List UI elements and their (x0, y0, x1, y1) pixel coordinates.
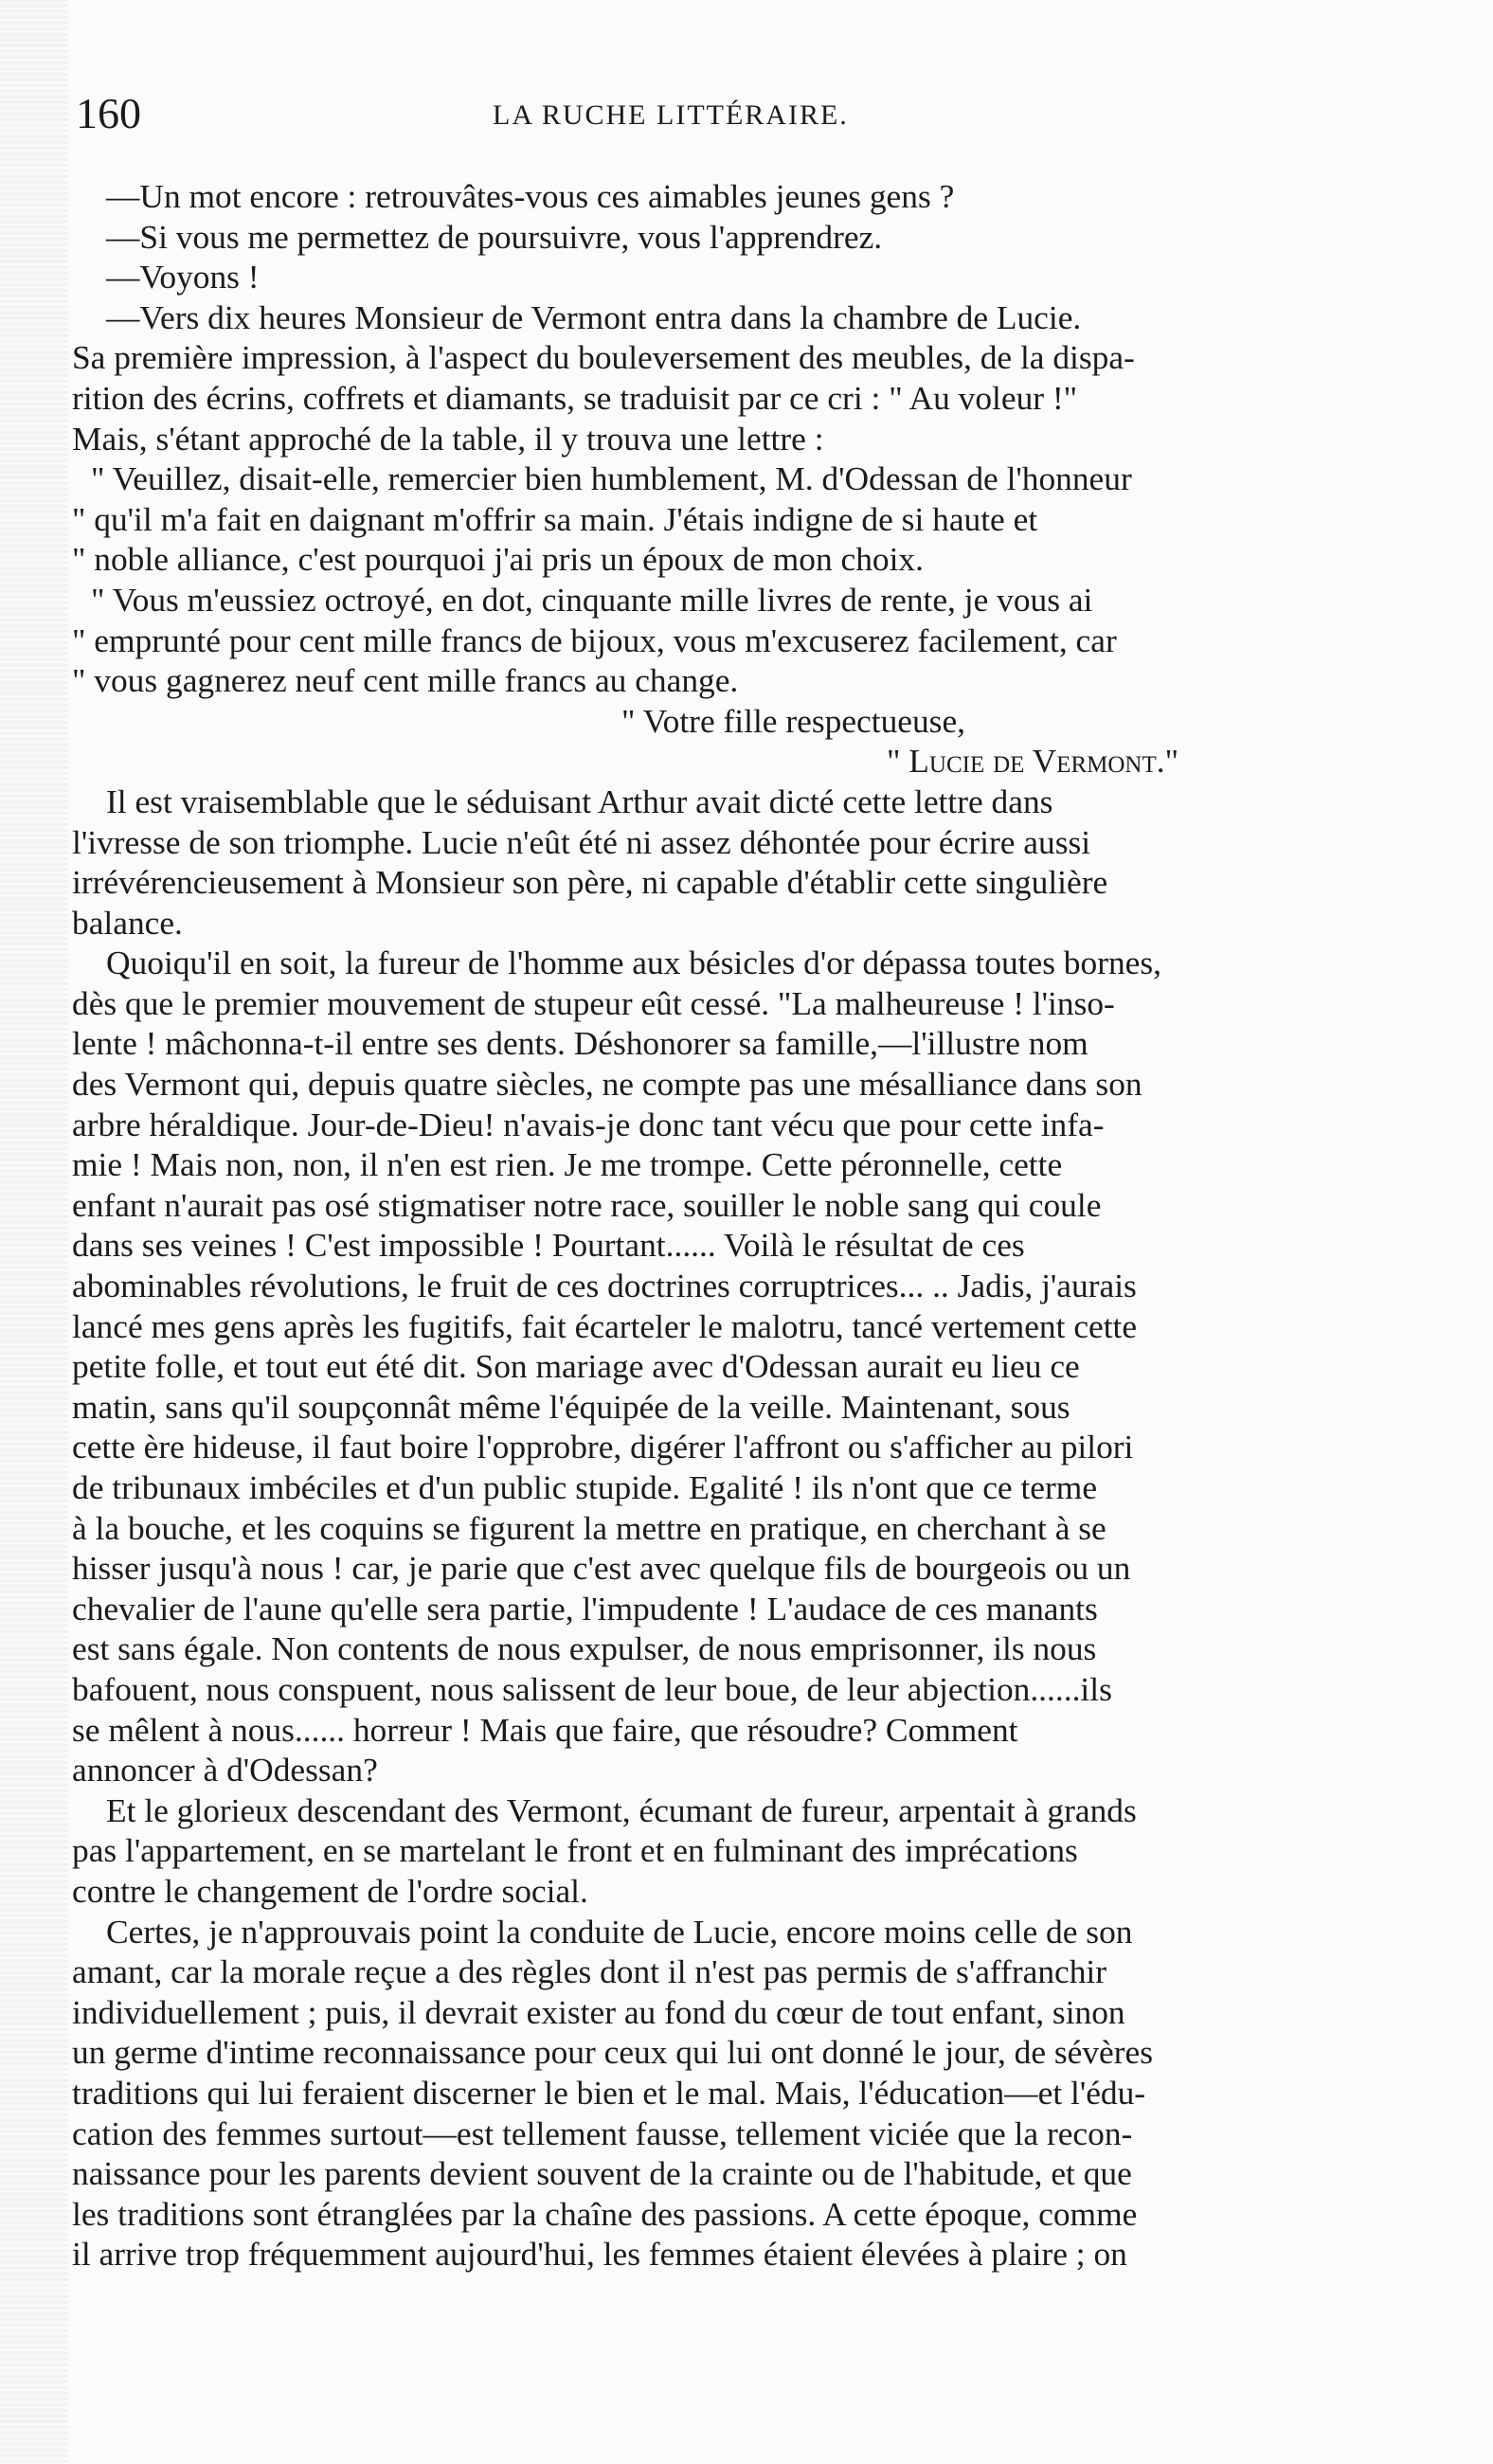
letter-line: " qu'il m'a fait en daignant m'offrir sa main. J'étais indigne de si haute et (72, 499, 1038, 538)
text-line: Sa première impression, à l'aspect du bouleversement des meubles, de la dispa- (72, 338, 1135, 377)
letter-line: " vous gagnerez neuf cent mille francs au change. (72, 661, 739, 700)
text-line: contre le changement de l'ordre social. (72, 1871, 588, 1910)
text-line: Quoiqu'il en soit, la fureur de l'homme aux bésicles d'or dépassa toutes bornes, (106, 944, 1162, 982)
text-line: les traditions sont étranglées par la chaîne des passions. A cette époque, comme (72, 2194, 1138, 2233)
text-line: lancé mes gens après les fugitifs, fait écarteler le malotru, tancé vertement cette (72, 1306, 1138, 1345)
page-number: 160 (76, 89, 141, 137)
text-line: traditions qui lui feraient discerner le bien et le mal. Mais, l'éducation—et l'édu- (72, 2073, 1146, 2112)
text-line: petite folle, et tout eut été dit. Son mariage avec d'Odessan aurait eu lieu ce (72, 1347, 1080, 1386)
letter-line: " Vous m'eussiez octroyé, en dot, cinquante mille livres de rente, je vous ai (91, 580, 1093, 619)
text-line: un germe d'intime reconnaissance pour ceux qui lui ont donné le jour, de sévères (72, 2033, 1154, 2072)
text-line: amant, car la morale reçue a des règles dont il n'est pas permis de s'affranchir (72, 1952, 1107, 1991)
text-line: il arrive trop fréquemment aujourd'hui, les femmes étaient élevées à plaire ; on (72, 2235, 1127, 2274)
text-line: Il est vraisemblable que le séduisant Arthur avait dicté cette lettre dans (106, 782, 1053, 820)
text-line: balance. (72, 903, 183, 942)
page-edge-shadow (0, 0, 68, 2464)
text-line: —Vers dix heures Monsieur de Vermont entra dans la chambre de Lucie. (106, 297, 1082, 336)
body-text (72, 176, 1372, 2275)
text-line: naissance pour les parents devient souvent de la crainte ou de l'habitude, et que (72, 2154, 1132, 2193)
running-head: LA RUCHE LITTÉRAIRE. (493, 99, 849, 131)
text-line: hisser jusqu'à nous ! car, je parie que c'est avec quelque fils de bourgeois ou un (72, 1549, 1131, 1588)
text-line: chevalier de l'aune qu'elle sera partie, l'impudente ! L'audace de ces manants (72, 1589, 1098, 1628)
text-line: enfant n'aurait pas osé stigmatiser notre race, souiller le noble sang qui coule (72, 1185, 1102, 1224)
text-line: cette ère hideuse, il faut boire l'opprobre, digérer l'affront ou s'afficher au pilori (72, 1428, 1134, 1466)
text-line: abominables révolutions, le fruit de ces doctrines corruptrices... .. Jadis, j'aurais (72, 1267, 1137, 1305)
text-line: annoncer à d'Odessan? (72, 1751, 378, 1790)
text-line: bafouent, nous conspuent, nous salissent de leur boue, de leur abjection......ils (72, 1669, 1112, 1708)
text-line: rition des écrins, coffrets et diamants, se traduisit par ce cri : " Au voleur !" (72, 378, 1078, 417)
text-line: arbre héraldique. Jour-de-Dieu! n'avais-je donc tant vécu que pour cette infa- (72, 1105, 1105, 1143)
text-line: Mais, s'étant approché de la table, il y trouva une lettre : (72, 419, 824, 458)
text-line: Et le glorieux descendant des Vermont, écumant de fureur, arpentait à grands (106, 1790, 1137, 1829)
text-line: dès que le premier mouvement de stupeur eût cessé. "La malheureuse ! l'inso- (72, 983, 1115, 1022)
text-line: dans ses veines ! C'est impossible ! Pourtant...... Voilà le résultat de ces (72, 1226, 1025, 1265)
text-line: est sans égale. Non contents de nous expulser, de nous emprisonner, ils nous (72, 1629, 1097, 1668)
text-line: —Un mot encore : retrouvâtes-vous ces aimables jeunes gens ? (106, 177, 955, 215)
letter-signature: " Lucie de Vermont." (887, 742, 1179, 781)
text-line: lente ! mâchonna-t-il entre ses dents. Déshonorer sa famille,—l'illustre nom (72, 1024, 1088, 1063)
text-line: pas l'appartement, en se martelant le front et en fulminant des imprécations (72, 1831, 1078, 1870)
text-line: irrévérencieusement à Monsieur son père, ni capable d'établir cette singulière (72, 863, 1108, 902)
page-header (76, 87, 1364, 140)
text-line: de tribunaux imbéciles et d'un public stupide. Egalité ! ils n'ont que ce terme (72, 1468, 1098, 1506)
text-line: matin, sans qu'il soupçonnât même l'équipée de la veille. Maintenant, sous (72, 1387, 1070, 1426)
text-line: Certes, je n'approuvais point la conduite de Lucie, encore moins celle de son (106, 1912, 1133, 1951)
text-line: —Voyons ! (106, 258, 260, 297)
letter-line: " Veuillez, disait-elle, remercier bien humblement, M. d'Odessan de l'honneur (91, 459, 1132, 498)
text-line: se mêlent à nous...... horreur ! Mais que faire, que résoudre? Comment (72, 1710, 1018, 1749)
letter-closing: " Votre fille respectueuse, (621, 701, 965, 740)
text-line: individuellement ; puis, il devrait exister au fond du cœur de tout enfant, sinon (72, 1992, 1125, 2031)
text-line: mie ! Mais non, non, il n'en est rien. Je me trompe. Cette péronnelle, cette (72, 1145, 1063, 1184)
text-line: cation des femmes surtout—est tellement fausse, tellement viciée que la recon- (72, 2113, 1133, 2152)
text-line: à la bouche, et les coquins se figurent la mettre en pratique, en cherchant à se (72, 1508, 1106, 1547)
letter-line: " noble alliance, c'est pourquoi j'ai pris un époux de mon choix. (72, 540, 924, 579)
text-line: des Vermont qui, depuis quatre siècles, ne compte pas une mésalliance dans son (72, 1065, 1142, 1104)
text-line: —Si vous me permettez de poursuivre, vous l'apprendrez. (106, 217, 883, 256)
letter-line: " emprunté pour cent mille francs de bijoux, vous m'excuserez facilement, car (72, 620, 1117, 659)
text-line: l'ivresse de son triomphe. Lucie n'eût été ni assez déhontée pour écrire aussi (72, 822, 1091, 861)
